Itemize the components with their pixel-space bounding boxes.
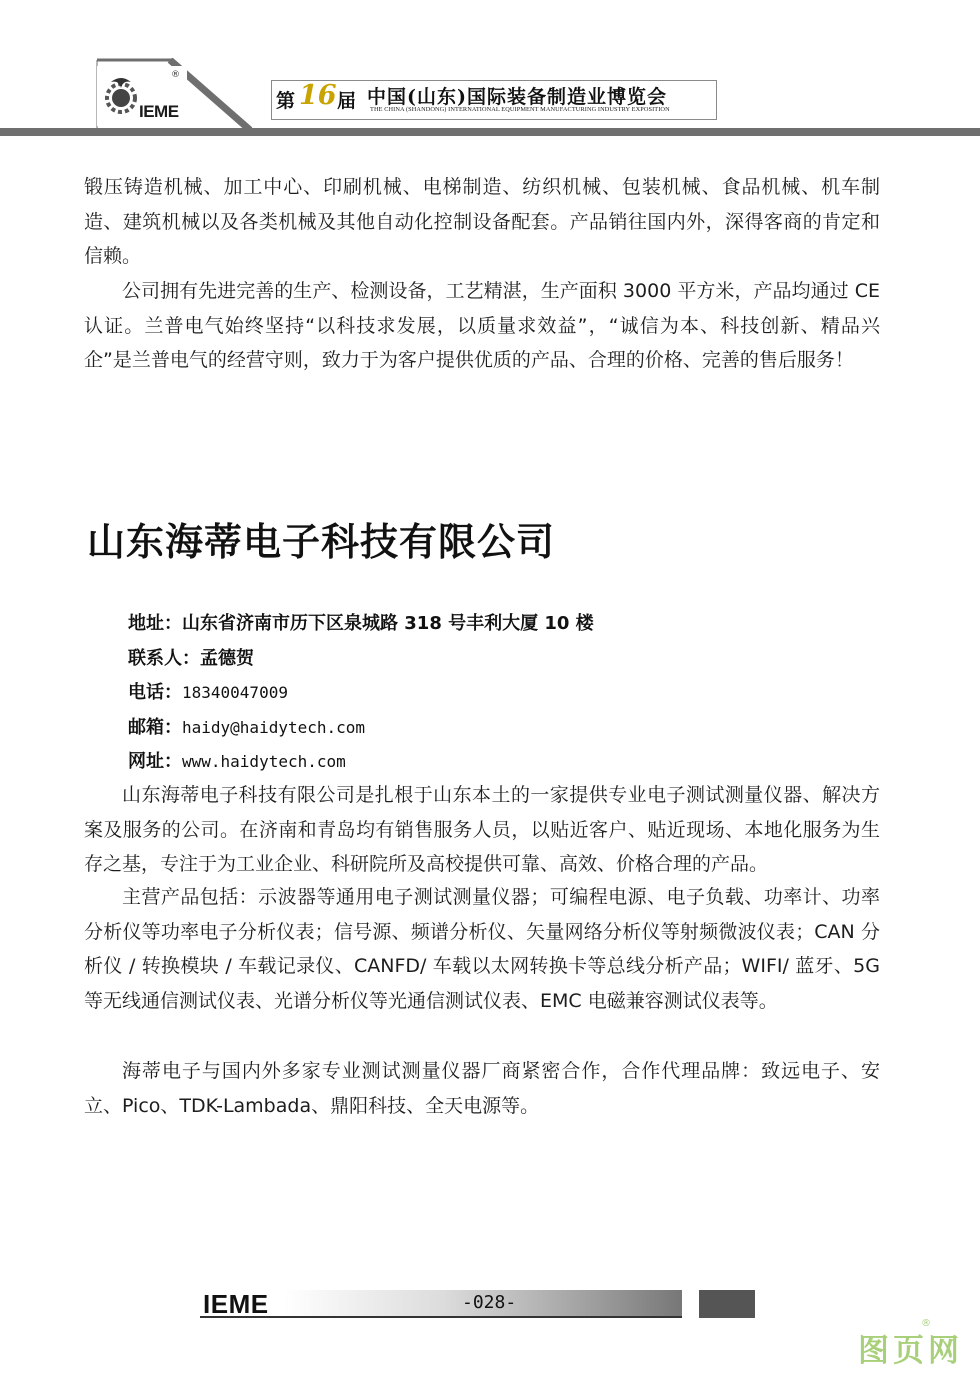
page-number: -028-: [462, 1292, 517, 1313]
company-paragraph-1: 山东海蒂电子科技有限公司是扎根于山东本土的一家提供专业电子测试测量仪器、解决方案及服务的公司。在济南和青岛均有销售服务人员，以贴近客户、贴近现场、本地化服务为生存之基，专注于为工业企业、科研院所及高校提供可靠、高效、价格合理的产品。: [84, 784, 880, 875]
watermark: 图页网: [858, 1333, 963, 1369]
prev-company-paragraph-2: 公司拥有先进完善的生产、检测设备，工艺精湛，生产面积 3000 平方米，产品均通过 CE 认证。兰普电气始终坚持“以科技求发展，以质量求效益”，“诚信为本、科技创新、精品兴企”是兰普电气的经营守则，致力于为客户提供优质的产品、合理的价格、完善的售后服务！: [84, 280, 880, 371]
company-paragraph-3: 海蒂电子与国内外多家专业测试测量仪器厂商紧密合作，合作代理品牌：致远电子、安立、Pico、TDK-Lambada、鼎阳科技、全天电源等。: [84, 1060, 880, 1117]
contact-line: [128, 644, 254, 670]
expo-jie: 届: [337, 90, 357, 112]
address-line: [128, 609, 594, 635]
phone-label: 电话：: [128, 682, 182, 703]
email-line: [128, 713, 365, 739]
address-label: 地址：: [128, 613, 182, 634]
contact-label: 联系人：: [128, 648, 200, 669]
company-title: 山东海蒂电子科技有限公司: [87, 520, 556, 564]
email-label: 邮箱：: [128, 717, 182, 738]
expo-title-banner: [271, 80, 717, 120]
watermark-registered-mark: ®: [921, 1318, 931, 1329]
phone-line: [128, 678, 288, 704]
website-line: [128, 747, 346, 773]
expo-di: 第: [276, 90, 296, 112]
footer-block: [699, 1290, 755, 1318]
address-value: 山东省济南市历下区泉城路 318 号丰利大厦 10 楼: [182, 613, 594, 634]
contact-value: 孟德贺: [200, 648, 254, 669]
expo-edition-number: 16: [299, 80, 337, 111]
footer-brand: IEME: [203, 1289, 269, 1319]
website-label: 网址：: [128, 751, 182, 772]
registered-mark: ®: [171, 70, 180, 80]
expo-chinese-title: 中国(山东)国际装备制造业博览会: [367, 86, 667, 108]
email-value: haidy@haidytech.com: [182, 718, 366, 737]
logo-text: IEME: [139, 102, 179, 121]
ieme-logo: [97, 66, 187, 126]
footer-rule: [200, 1316, 682, 1318]
website-value: www.haidytech.com: [182, 752, 346, 771]
phone-value: 18340047009: [182, 683, 288, 702]
company-paragraph-2: 主营产品包括：示波器等通用电子测试测量仪器；可编程电源、电子负载、功率计、功率分析仪等功率电子分析仪表；信号源、频谱分析仪、矢量网络分析仪等射频微波仪表；CAN 分析仪 / 转换模块 / 车载记录仪、CANFD/ 车载以太网转换卡等总线分析产品；WIFI/ 蓝牙、5G 等无线通信测试仪表、光谱分析仪等光通信测试仪表、EMC 电磁兼容测试仪表等。: [84, 886, 880, 1012]
gear-icon: [101, 76, 141, 116]
prev-company-paragraph-1: 锻压铸造机械、加工中心、印刷机械、电梯制造、纺织机械、包装机械、食品机械、机车制造、建筑机械以及各类机械及其他自动化控制设备配套。产品销往国内外，深得客商的肯定和信赖。: [84, 176, 880, 267]
expo-english-title: THE CHINA (SHANDONG) INTERNATIONAL EQUIPMENT MANUFACTURING INDUSTRY EXPOSITION: [370, 106, 670, 113]
